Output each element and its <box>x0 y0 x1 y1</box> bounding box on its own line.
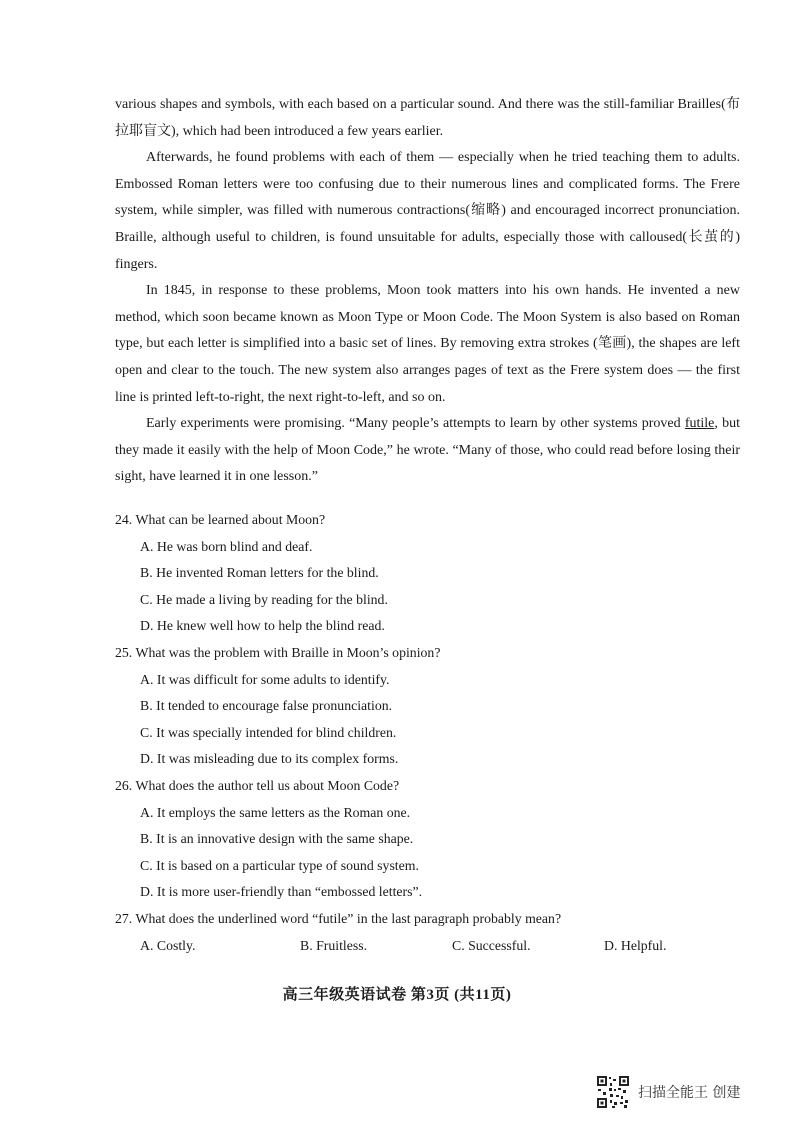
paragraph-4-before: Early experiments were promising. “Many people’s attempts to learn by other systems proved <box>146 416 681 432</box>
option-d: D. Helpful. <box>604 937 667 953</box>
options-row <box>115 933 755 960</box>
option-d: D. It is more user-friendly than “embossed letters”. <box>140 884 423 900</box>
underlined-word-futile: futile <box>684 416 715 432</box>
option-b: B. Fruitless. <box>300 937 368 953</box>
scanner-watermark <box>596 1075 740 1109</box>
option-a: A. It was difficult for some adults to identify. <box>140 671 390 687</box>
option-a: A. He was born blind and deaf. <box>140 538 313 554</box>
paragraph-4-after: , but they made it easily with the help of Moon Code,” he wrote. “Many of those, who could read before losing their sight, have learned it in one lesson.” <box>115 416 740 485</box>
option-a: A. Costly. <box>140 937 196 953</box>
question-list <box>115 507 755 959</box>
qr-code-icon <box>596 1075 630 1109</box>
passage-paragraph-2: Afterwards, he found problems with each of them — especially when he tried teaching them to adults. Embossed Roman letters were too confusing due to their numerous lines and complicated forms. The Frere system, while simpler, was filled with numerous contractions(缩略) and encouraged incorrect pronunciation. Braille, although useful to children, is found unsuitable for adults, especially those with calloused(长茧的) fingers. <box>115 150 740 272</box>
option-b: B. It tended to encourage false pronunciation. <box>140 698 393 714</box>
question-24 <box>115 507 755 640</box>
option-a: A. It employs the same letters as the Roman one. <box>140 804 411 820</box>
passage-paragraph-1 <box>115 92 740 145</box>
reading-passage <box>115 92 740 491</box>
option-c: C. Successful. <box>452 937 531 953</box>
paragraph-1-text: various shapes and symbols, with each based on a particular sound. And there was the still-familiar Brailles(布拉耶盲文), which had been introduced a few years earlier. <box>115 97 740 139</box>
question-27 <box>115 906 755 959</box>
option-c: C. It is based on a particular type of sound system. <box>140 857 419 873</box>
option-d: D. He knew well how to help the blind read. <box>140 618 385 634</box>
scanner-app-label: 扫描全能王 创建 <box>638 1085 741 1101</box>
option-c: C. He made a living by reading for the blind. <box>140 591 388 607</box>
option-b: B. It is an innovative design with the same shape. <box>140 831 414 847</box>
option-d: D. It was misleading due to its complex forms. <box>140 751 399 767</box>
passage-paragraph-4 <box>115 411 740 491</box>
option-b: B. He invented Roman letters for the blind. <box>140 565 379 581</box>
option-c: C. It was specially intended for blind children. <box>140 724 397 740</box>
question-25 <box>115 640 755 773</box>
page-footer: 高三年级英语试卷 第3页 (共11页) <box>282 987 512 1003</box>
question-stem: 26. What does the author tell us about Moon Code? <box>115 777 400 793</box>
question-26 <box>115 773 755 906</box>
question-stem: 27. What does the underlined word “futile” in the last paragraph probably mean? <box>115 910 562 926</box>
question-stem: 24. What can be learned about Moon? <box>115 512 326 527</box>
passage-paragraph-3: In 1845, in response to these problems, Moon took matters into his own hands. He invented a new method, which soon became known as Moon Type or Moon Code. The Moon System is also based on Roman type, but each letter is simplified into a basic set of lines. By removing extra strokes (笔画), the shapes are left open and clear to the touch. The new system also arranges pages of text as the Frere system does — the first line is printed left-to-right, the next right-to-left, and so on. <box>115 283 740 405</box>
question-stem: 25. What was the problem with Braille in Moon’s opinion? <box>115 644 441 660</box>
